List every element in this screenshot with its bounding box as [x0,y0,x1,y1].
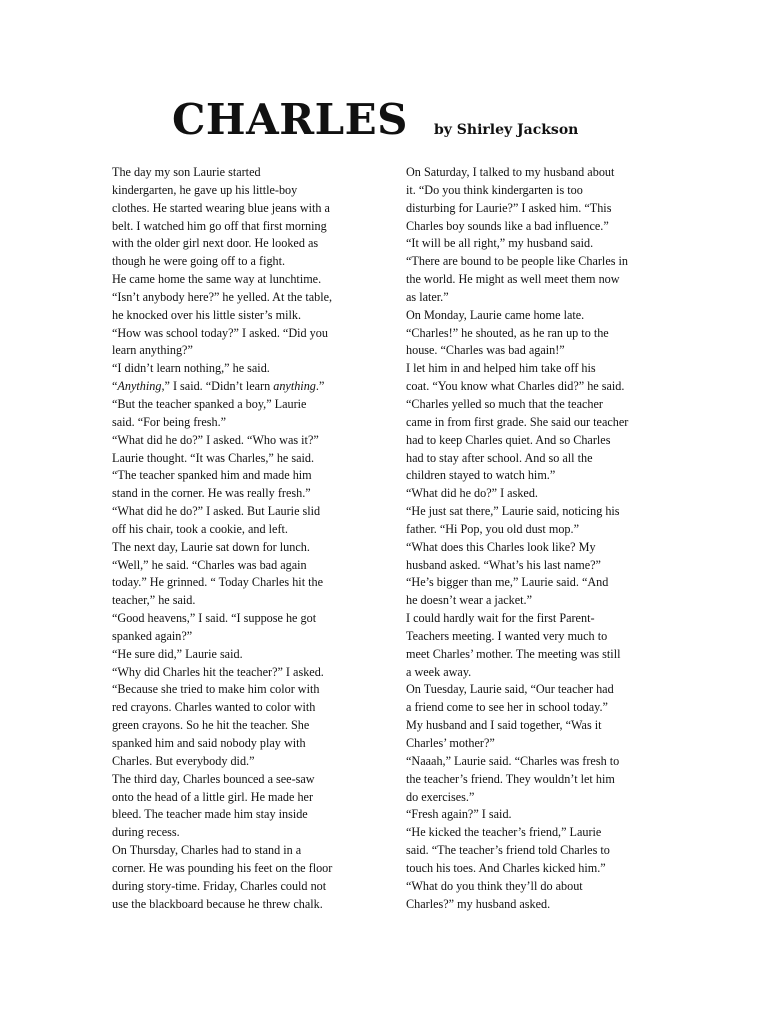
text-line: kindergarten, he gave up his little-boy [112,182,298,197]
text-line: My husband and I said together, “Was it [406,718,602,733]
text-line: said. “For being fresh.” [112,414,227,429]
text-line: today.” He grinned. “ Today Charles hit the [112,575,324,590]
text-line: “It will be all right,” my husband said. [406,236,594,251]
text-line: he knocked over his little sister’s milk. [112,307,301,322]
text-line: clothes. He started wearing blue jeans with a [112,200,330,215]
text-line: “Good heavens,” I said. “I suppose he got [112,611,317,626]
text-line: corner. He was pounding his feet on the floor [112,860,333,875]
text-line: Charles’ mother?” [406,736,495,750]
text-line: “There are bound to be people like Charles in [406,254,628,269]
text-line: off his chair, took a cookie, and left. [112,521,288,536]
text-line: bleed. The teacher made him stay inside [112,807,308,822]
text-line: a week away. [406,664,472,679]
text-line: father. “Hi Pop, you old dust mop.” [406,521,579,536]
text-line: “He sure did,” Laurie said. [112,646,243,661]
text-line: teacher,” he said. [112,593,196,608]
text-line: “He just sat there,” Laurie said, noticing his [406,504,620,519]
text-line: green crayons. So he hit the teacher. She [112,718,310,733]
text-line: learn anything?” [112,343,193,358]
text-line: “I didn’t learn nothing,” he said. [112,361,270,376]
text-line: “Naaah,” Laurie said. “Charles was fresh to [406,753,620,768]
text-line: “Well,” he said. “Charles was bad again [112,557,307,572]
text-line: spanked him and said nobody play with [112,736,306,750]
text-line: had to stay after school. And so all the [406,450,593,465]
text-line: “The teacher spanked him and made him [112,468,312,483]
text-line: use the blackboard because he threw chalk. [112,896,323,911]
text-line: “How was school today?” I asked. “Did you [112,325,328,340]
text-line: On Monday, Laurie came home late. [406,307,585,322]
text-line: Charles?” my husband asked. [406,896,551,911]
text-line: Teachers meeting. I wanted very much to [406,628,608,643]
text-line: “Charles!” he shouted, as he ran up to the [406,325,609,340]
text-line: “Fresh again?” I said. [406,807,512,822]
text-line: On Tuesday, Laurie said, “Our teacher had [406,682,614,697]
text-line: “What do you think they’ll do about [406,878,583,893]
text-line: “What did he do?” I asked. But Laurie slid [112,504,321,519]
text-line: The third day, Charles bounced a see-saw [112,771,315,786]
text-line: though he were going off to a fight. [112,254,286,269]
text-line: belt. I watched him go off that first morning [112,218,327,233]
text-line: “He kicked the teacher’s friend,” Laurie [406,825,602,840]
text-line: children stayed to watch him.” [406,468,556,483]
text-column-left [112,164,364,913]
text-line: said. “The teacher’s friend told Charles to [406,843,610,858]
text-line: Charles boy sounds like a bad influence.” [406,218,609,233]
text-line: house. “Charles was bad again!” [406,343,565,358]
text-line: On Thursday, Charles had to stand in a [112,843,302,858]
text-line: “Anything,” I said. “Didn’t learn anything.” [112,379,325,394]
text-line: during story-time. Friday, Charles could not [112,878,327,893]
text-line: as later.” [406,289,449,304]
text-line: touch his toes. And Charles kicked him.” [406,860,606,875]
text-line: “What did he do?” I asked. “Who was it?” [112,432,319,447]
text-line: he doesn’t wear a jacket.” [406,593,532,608]
text-line: “Why did Charles hit the teacher?” I asked. [112,664,324,679]
text-column-right [406,164,658,913]
text-line: the world. He might as well meet them now [406,272,620,287]
text-line: red crayons. Charles wanted to color with [112,700,316,715]
text-line: “What did he do?” I asked. [406,486,538,501]
text-line: the teacher’s friend. They wouldn’t let him [406,771,615,786]
text-line: disturbing for Laurie?” I asked him. “This [406,200,612,215]
author-byline: by Shirley Jackson [434,122,579,138]
text-line: a friend come to see her in school today.” [406,700,608,715]
text-line: with the older girl next door. He looked as [112,236,319,251]
text-line: during recess. [112,825,180,840]
text-line: The next day, Laurie sat down for lunch. [112,539,310,554]
text-line: “Charles yelled so much that the teacher [406,396,603,411]
text-line: husband asked. “What’s his last name?” [406,557,601,572]
text-line: stand in the corner. He was really fresh.” [112,486,311,501]
text-line: “Because she tried to make him color with [112,682,320,697]
text-line: I let him in and helped him take off his [406,361,596,376]
text-line: I could hardly wait for the first Parent- [406,611,595,626]
text-line: He came home the same way at lunchtime. [112,272,322,287]
text-line: came in from first grade. She said our teacher [406,414,629,429]
text-line: onto the head of a little girl. He made her [112,789,314,804]
text-line: had to keep Charles quiet. And so Charles [406,432,611,447]
text-line: The day my son Laurie started [112,165,261,179]
text-line: “He’s bigger than me,” Laurie said. “And [406,575,609,590]
text-line: Charles. But everybody did.” [112,753,255,768]
story-title: CHARLES [172,95,408,144]
text-line: On Saturday, I talked to my husband about [406,165,615,179]
text-line: meet Charles’ mother. The meeting was still [406,646,621,661]
text-line: “But the teacher spanked a boy,” Laurie [112,396,307,411]
text-line: it. “Do you think kindergarten is too [406,182,583,197]
text-line: “Isn’t anybody here?” he yelled. At the table, [112,289,333,304]
text-line: “What does this Charles look like? My [406,539,596,554]
text-line: Laurie thought. “It was Charles,” he said. [112,450,315,465]
text-line: coat. “You know what Charles did?” he said. [406,379,625,394]
text-line: spanked again?” [112,628,193,643]
text-line: do exercises.” [406,789,475,804]
